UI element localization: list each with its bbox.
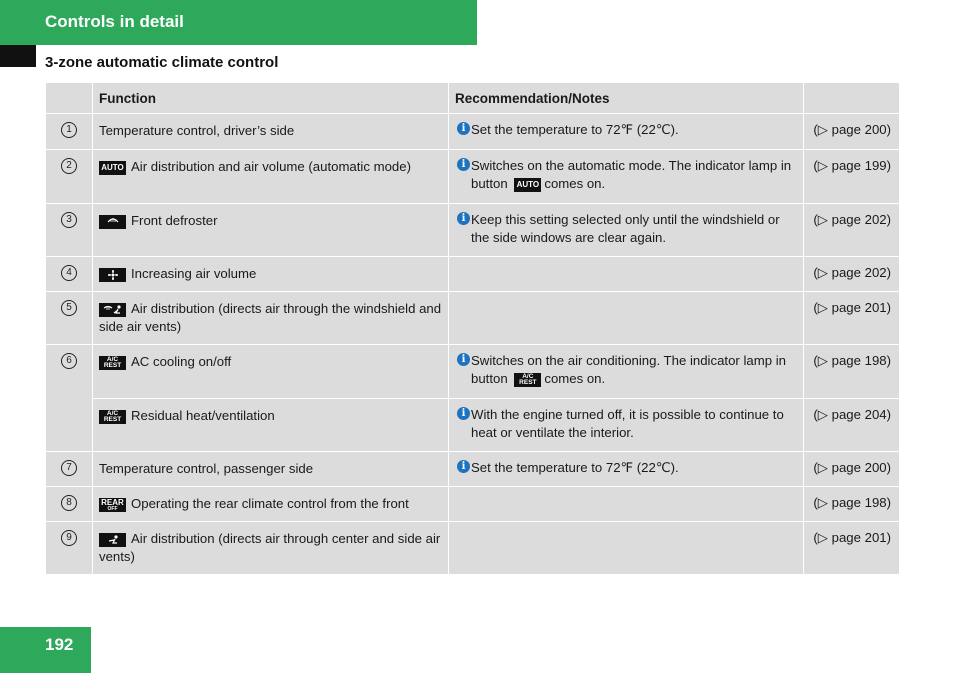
table-row	[46, 114, 900, 150]
note-text: Switches on the automatic mode. The indicator lamp in button	[471, 158, 792, 191]
info-icon: i	[457, 460, 470, 473]
note-text-end: comes on.	[544, 371, 606, 386]
function-text: Air distribution and air volume (automatic mode)	[131, 159, 411, 174]
auto-button-icon: AUTO	[99, 161, 126, 175]
ac-button-icon: A/C REST	[514, 373, 541, 387]
note-text: With the engine turned off, it is possible to continue to heat or ventilate the interior.	[471, 407, 784, 440]
note-text: Switches on the air conditioning. The indicator lamp in button	[471, 353, 786, 386]
table-row	[46, 487, 900, 522]
function-text: Increasing air volume	[131, 266, 257, 281]
table-row	[46, 257, 900, 292]
header-number	[46, 83, 93, 114]
info-icon: i	[457, 353, 470, 366]
row-number: 8	[61, 495, 77, 511]
function-text: AC cooling on/off	[131, 354, 232, 369]
section-marker	[0, 45, 36, 67]
info-icon: i	[457, 407, 470, 420]
note-text: Keep this setting selected only until the windshield or the side windows are clear again.	[471, 212, 780, 245]
row-number: 6	[61, 353, 77, 369]
page-reference[interactable]: (▷ page 198)	[813, 353, 891, 368]
page-reference[interactable]: (▷ page 202)	[813, 265, 891, 280]
table-row	[46, 345, 900, 399]
windshield-vents-icon	[99, 303, 126, 317]
note-text: Set the temperature to 72℉ (22℃).	[471, 460, 679, 475]
row-number: 2	[61, 158, 77, 174]
auto-button-icon: AUTO	[514, 178, 541, 192]
page-reference[interactable]: (▷ page 201)	[813, 530, 891, 545]
center-vents-icon	[99, 533, 126, 547]
row-number: 5	[61, 300, 77, 316]
fan-icon	[99, 268, 126, 282]
header-function: Function	[93, 83, 449, 114]
function-text: Temperature control, driver’s side	[99, 123, 295, 138]
page-reference[interactable]: (▷ page 201)	[813, 300, 891, 315]
note-text-end: comes on.	[544, 176, 606, 191]
function-text: Air distribution (directs air through center and side air vents)	[99, 531, 441, 564]
table-row	[46, 150, 900, 204]
page-reference[interactable]: (▷ page 202)	[813, 212, 891, 227]
controls-table	[45, 82, 900, 575]
rest-button-icon: A/C REST	[99, 410, 126, 424]
row-number: 7	[61, 460, 77, 476]
table-row	[46, 452, 900, 487]
table-row	[46, 522, 900, 575]
function-text: Air distribution (directs air through the windshield and side air vents)	[99, 301, 442, 334]
header-page	[804, 83, 900, 114]
page-reference[interactable]: (▷ page 200)	[813, 460, 891, 475]
row-number: 9	[61, 530, 77, 546]
table-row	[46, 292, 900, 345]
table-header-row	[46, 83, 900, 114]
page-header-title: Controls in detail	[45, 12, 184, 31]
function-text: Residual heat/ventilation	[131, 408, 275, 423]
row-number: 1	[61, 122, 77, 138]
page-reference[interactable]: (▷ page 204)	[813, 407, 891, 422]
front-defroster-icon	[99, 215, 126, 229]
table-row	[46, 204, 900, 257]
page-reference[interactable]: (▷ page 200)	[813, 122, 891, 137]
function-text: Operating the rear climate control from the front	[131, 496, 409, 511]
info-icon: i	[457, 158, 470, 171]
function-text: Temperature control, passenger side	[99, 461, 314, 476]
page-reference[interactable]: (▷ page 199)	[813, 158, 891, 173]
section-title: 3-zone automatic climate control	[45, 54, 279, 71]
row-number: 4	[61, 265, 77, 281]
info-icon: i	[457, 122, 470, 135]
note-text: Set the temperature to 72℉ (22℃).	[471, 122, 679, 137]
page-reference[interactable]: (▷ page 198)	[813, 495, 891, 510]
row-number: 3	[61, 212, 77, 228]
ac-button-icon: A/C REST	[99, 356, 126, 370]
table-row	[46, 399, 900, 452]
header-recommendation: Recommendation/Notes	[449, 83, 804, 114]
info-icon: i	[457, 212, 470, 225]
function-text: Front defroster	[131, 213, 218, 228]
rear-button-icon: REAR OFF	[99, 498, 126, 512]
page-number: 192	[45, 635, 74, 654]
